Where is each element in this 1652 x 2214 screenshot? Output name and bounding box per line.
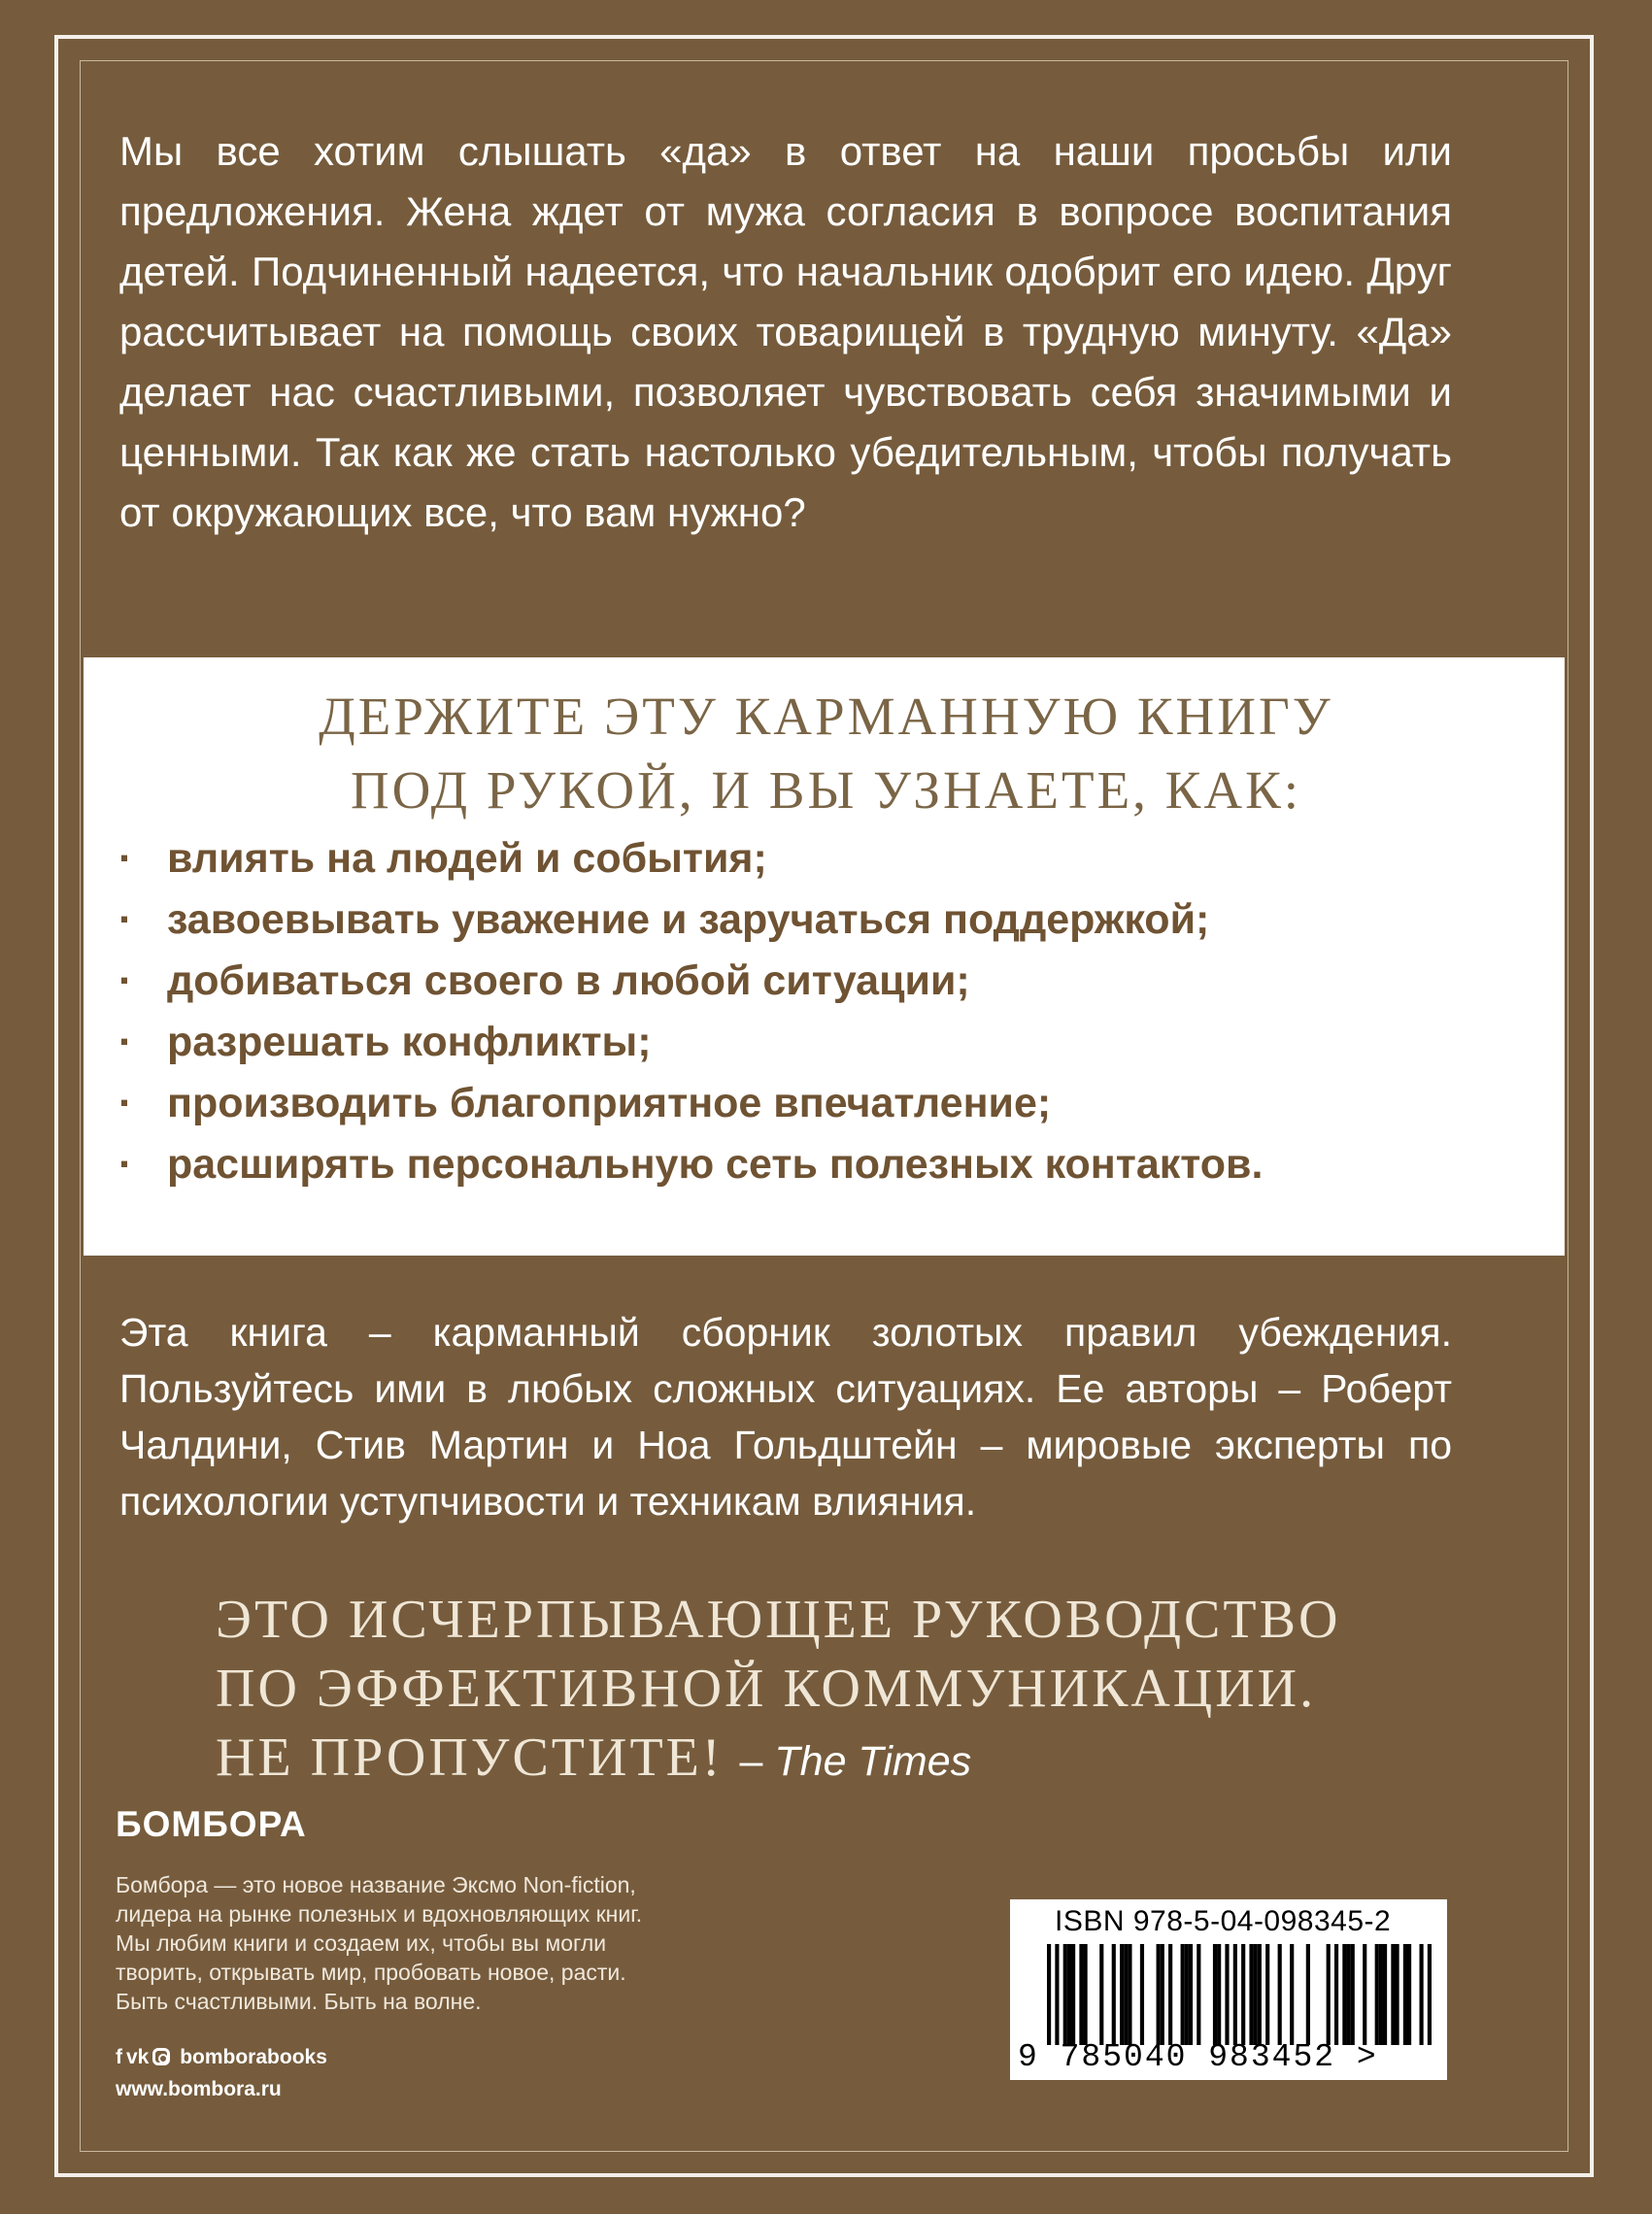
bullet-icon: · (118, 1019, 133, 1065)
barcode-bar (1290, 1944, 1294, 2045)
barcode-bar (1047, 1944, 1051, 2045)
barcode-bar (1375, 1944, 1379, 2045)
benefits-list (118, 828, 1263, 1195)
barcode-bar (1189, 1944, 1193, 2045)
barcode-bar (1258, 1944, 1262, 2045)
barcode-bar (1403, 1944, 1407, 2045)
barcode-bar (1225, 1944, 1229, 2045)
barcode-bar (1124, 1944, 1128, 2045)
barcode-bar (1055, 1944, 1059, 2045)
barcode-label (1010, 1899, 1447, 2080)
barcode-digits: 9 785040 983452 > (1018, 2039, 1378, 2075)
barcode-bar (1185, 1944, 1189, 2045)
list-item (118, 1012, 1263, 1073)
bullet-icon: · (118, 835, 133, 882)
barcode-bar (1084, 1944, 1088, 2045)
barcode-bar (1254, 1944, 1258, 2045)
barcode-bar (1327, 1944, 1331, 2045)
barcode-bar (1249, 1944, 1253, 2045)
barcode-bar (1379, 1944, 1383, 2045)
bullet-icon: · (118, 1080, 133, 1126)
barcode-bar (1217, 1944, 1221, 2045)
list-item-text: завоевывать уважение и заручаться поддержкой; (167, 896, 1210, 943)
list-item-text: разрешать конфликты; (167, 1019, 652, 1065)
barcode-bar (1278, 1944, 1282, 2045)
barcode-bar (1181, 1944, 1185, 2045)
quote-line-3 (216, 1724, 1340, 1796)
barcode-bar (1419, 1944, 1423, 2045)
barcode-bar (1128, 1944, 1131, 2045)
quote-line-3-text: НЕ ПРОПУСТИТЕ! (216, 1728, 724, 1788)
publisher-logo: БОМБОРА (116, 1804, 307, 1844)
list-item (118, 1073, 1263, 1134)
list-item-text: добиваться своего в любой ситуации; (167, 957, 970, 1004)
bullet-icon: · (118, 1141, 133, 1188)
bullet-icon: · (118, 896, 133, 943)
barcode-bar (1112, 1944, 1116, 2045)
benefits-heading-line-1: ДЕРЖИТЕ ЭТУ КАРМАННУЮ КНИГУ (319, 687, 1333, 746)
list-item (118, 951, 1263, 1012)
bullet-icon: · (118, 957, 133, 1004)
barcode-bar (1351, 1944, 1355, 2045)
quote-dash: – (739, 1738, 763, 1785)
publisher-description (116, 1870, 1019, 2016)
barcode-bar (1140, 1944, 1144, 2045)
barcode-bar (1395, 1944, 1399, 2045)
barcode-bar (1071, 1944, 1075, 2045)
barcode-bar (1099, 1944, 1103, 2045)
social-handle[interactable]: bomborabooks (180, 2046, 327, 2068)
benefits-heading (0, 680, 1652, 827)
vk-icon[interactable]: vk (126, 2046, 150, 2068)
barcode-bar (1363, 1944, 1366, 2045)
barcode-bar (1428, 1944, 1432, 2045)
barcode-bar (1407, 1944, 1411, 2045)
quote-source (740, 1738, 972, 1785)
barcode-bar (1168, 1944, 1172, 2045)
barcode-bar (1391, 1944, 1395, 2045)
quote-source-name: The Times (774, 1738, 972, 1785)
list-item-text: производить благоприятное впечатление; (167, 1080, 1052, 1126)
intro-paragraph: Мы все хотим слышать «да» в ответ на наши просьбы или предложения. Жена ждет от мужа согласия в вопросе воспитания детей. Подчиненный надеется, что начальник одобрит его идею. Друг рассчитывает на помощь своих товарищей в трудную минуту. «Да» делает нас счастливыми, позволяет чувствовать себя значимыми и ценными. Так как же стать настолько убедительным, чтобы получать от окружающих все, что вам нужно? (119, 128, 1452, 535)
publisher-description-line: Бомбора — это новое название Эксмо Non-fiction, (116, 1872, 636, 1897)
about-paragraph: Эта книга – карманный сборник золотых правил убеждения. Пользуйтесь ими в любых сложных ситуациях. Ее авторы – Роберт Чалдини, Стив Мартин и Ноа Гольдштейн – мировые эксперты по психологии уступчивости и техникам влияния. (119, 1310, 1452, 1524)
publisher-description-line: творить, открывать мир, пробовать новое, расти. (116, 1960, 626, 1985)
facebook-icon[interactable]: f (116, 2046, 122, 2068)
list-item (118, 889, 1263, 951)
barcode-bar (1120, 1944, 1124, 2045)
barcode-bar (1161, 1944, 1164, 2045)
barcode-bar (1157, 1944, 1161, 2045)
barcode-bar (1213, 1944, 1217, 2045)
quote-line-2: ПО ЭФФЕКТИВНОЙ КОММУНИКАЦИИ. (216, 1659, 1317, 1719)
barcode-bar (1063, 1944, 1067, 2045)
barcode-bar (1079, 1944, 1083, 2045)
quote-line-1: ЭТО ИСЧЕРПЫВАЮЩЕЕ РУКОВОДСТВО (216, 1590, 1341, 1650)
publisher-description-line: Мы любим книги и создаем их, чтобы вы могли (116, 1930, 607, 1956)
barcode-bar (1265, 1944, 1269, 2045)
list-item-text: расширять персональную сеть полезных контактов. (167, 1141, 1264, 1188)
barcode-bar (1306, 1944, 1310, 2045)
publisher-description-line: лидера на рынке полезных и вдохновляющих книг. (116, 1901, 643, 1927)
list-item (118, 1134, 1263, 1195)
website-link[interactable]: www.bombora.ru (116, 2078, 282, 2100)
benefits-heading-line-2: ПОД РУКОЙ, И ВЫ УЗНАЕТЕ, КАК: (350, 760, 1302, 820)
list-item-text: влиять на людей и события; (167, 835, 767, 882)
barcode-bar (1383, 1944, 1387, 2045)
barcode-icon (1047, 1944, 1432, 2045)
barcode-bar (1334, 1944, 1338, 2045)
publisher-description-line: Быть счастливыми. Быть на волне. (116, 1989, 482, 2014)
isbn-number: ISBN 978-5-04-098345-2 (1055, 1905, 1392, 1937)
press-quote (216, 1586, 1340, 1796)
instagram-icon[interactable] (152, 2048, 170, 2065)
list-item (118, 828, 1263, 889)
barcode-bar (1342, 1944, 1346, 2045)
barcode-bar (1067, 1944, 1071, 2045)
barcode-bar (1241, 1944, 1245, 2045)
barcode-bar (1197, 1944, 1200, 2045)
barcode-bar (1346, 1944, 1350, 2045)
social-links (116, 2041, 331, 2105)
barcode-bar (1233, 1944, 1237, 2045)
